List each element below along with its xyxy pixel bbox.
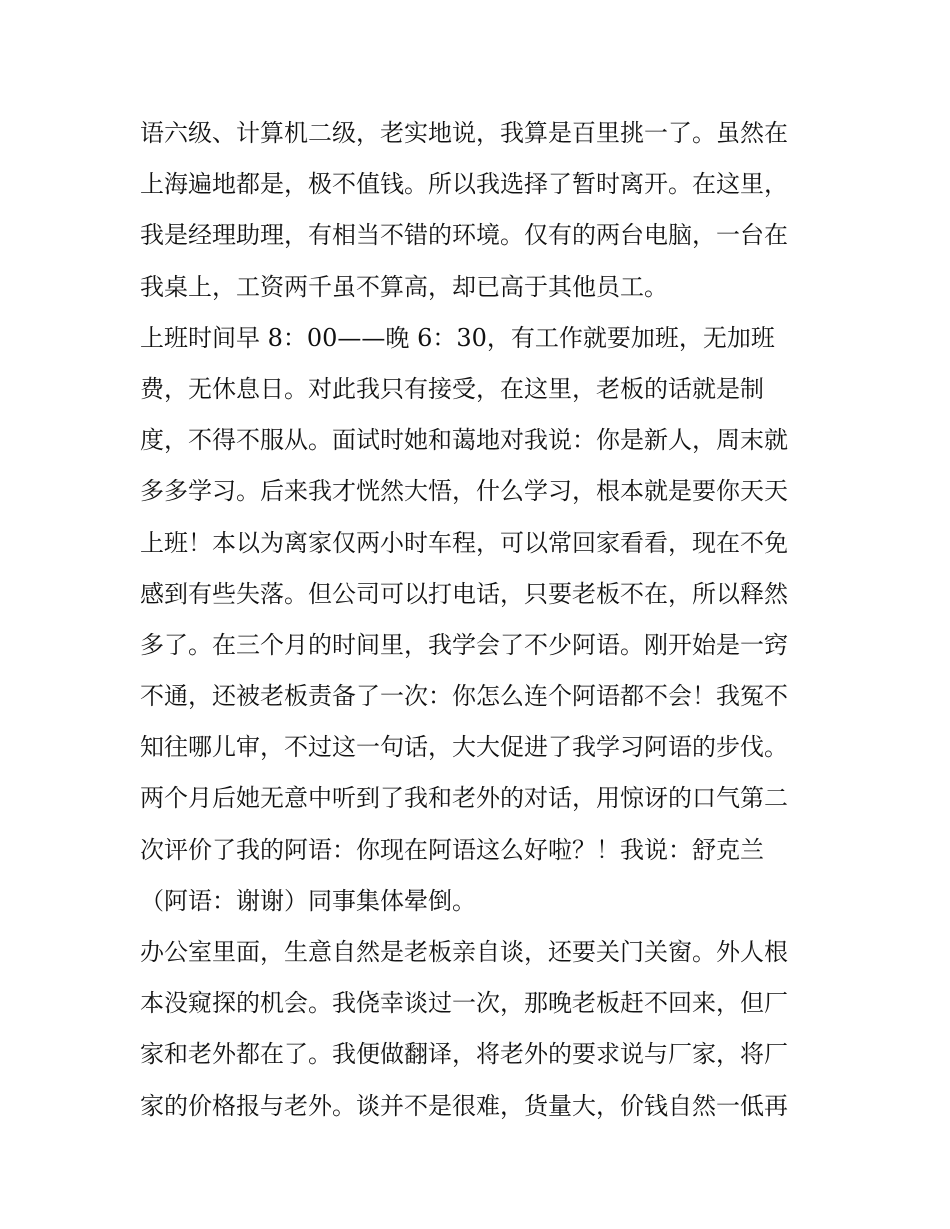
text-line: 知往哪儿审，不过这一句话，大大促进了我学习阿语的步伐。 (140, 733, 788, 762)
text-line: 家和老外都在了。我便做翻译，将老外的要求说与厂家，将厂 (140, 1040, 788, 1069)
text-line: （阿语：谢谢）同事集体晕倒。 (140, 886, 476, 915)
text-line: 上班！本以为离家仅两小时车程，可以常回家看看，现在不免 (140, 528, 788, 557)
text-line: 感到有些失落。但公司可以打电话，只要老板不在，所以释然 (140, 579, 788, 608)
document-body (140, 108, 820, 1132)
text-line: 我是经理助理，有相当不错的环境。仅有的两台电脑，一台在 (140, 221, 788, 250)
text-line: 两个月后她无意中听到了我和老外的对话，用惊讶的口气第二 (140, 784, 788, 813)
text-line: 语六级、计算机二级，老实地说，我算是百里挑一了。虽然在 (140, 119, 788, 147)
text-line: 上海遍地都是，极不值钱。所以我选择了暂时离开。在这里， (140, 170, 788, 199)
text-line: 家的价格报与老外。谈并不是很难，货量大，价钱自然一低再 (140, 1091, 788, 1120)
text-line: 本没窥探的机会。我侥幸谈过一次，那晚老板赶不回来，但厂 (140, 989, 788, 1018)
text-line: 我桌上，工资两千虽不算高，却已高于其他员工。 (140, 272, 668, 301)
text-line: 多多学习。后来我才恍然大悟，什么学习，根本就是要你天天 (140, 477, 788, 506)
text-line: 多了。在三个月的时间里，我学会了不少阿语。刚开始是一窍 (140, 630, 788, 659)
text-line: 办公室里面，生意自然是老板亲自谈，还要关门关窗。外人根 (140, 938, 788, 966)
text-line: 上班时间早 8：00——晚 6：30，有工作就要加班，无加班 (140, 323, 775, 352)
text-line: 费，无休息日。对此我只有接受，在这里，老板的话就是制 (140, 374, 764, 403)
text-line: 度，不得不服从。面试时她和蔼地对我说：你是新人，周末就 (140, 426, 788, 455)
text-line: 不通，还被老板责备了一次：你怎么连个阿语都不会！我冤不 (140, 682, 788, 711)
text-line: 次评价了我的阿语：你现在阿语这么好啦？！我说：舒克兰 (140, 835, 764, 864)
